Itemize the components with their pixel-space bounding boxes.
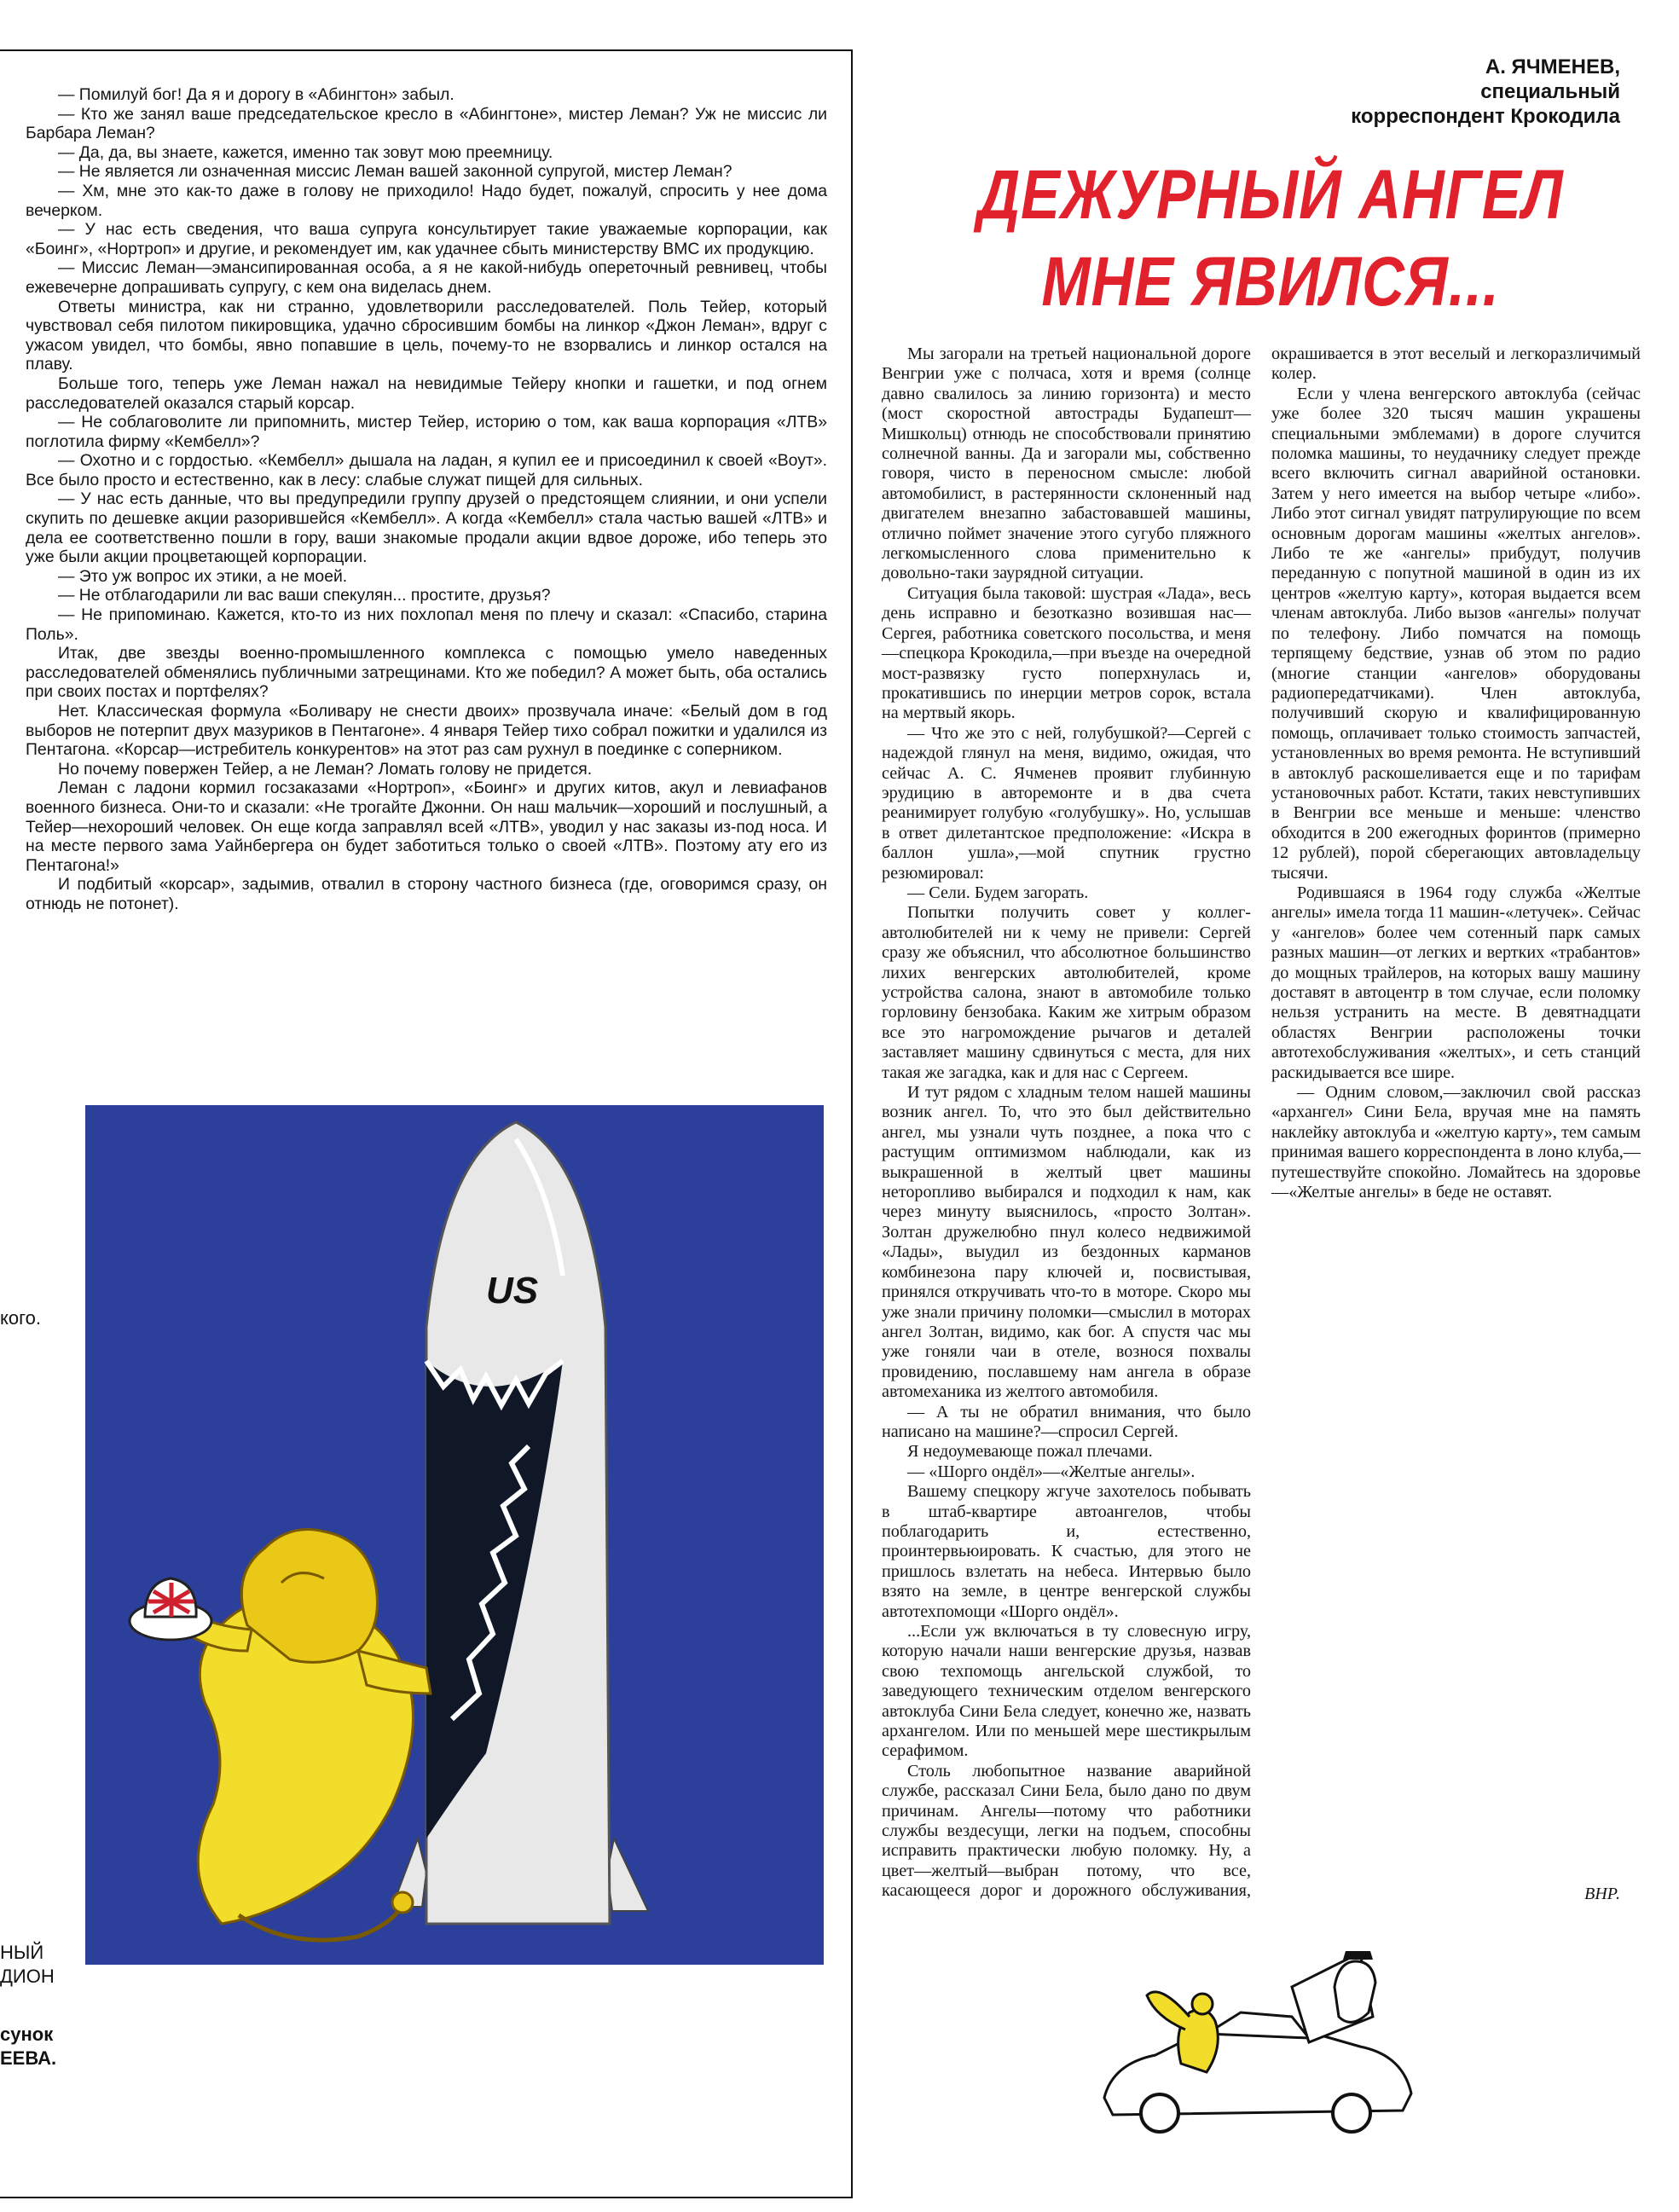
author-role: корреспондент Крокодила [1351, 105, 1620, 128]
angel-head [1192, 1994, 1213, 2014]
article-paragraph: — Сели. Будем загорать. [907, 883, 1089, 902]
left-paragraph: И подбитый «корсар», задымив, отвалил в сторону частного бизнеса (где, оговоримся сразу, он отнюдь не потонет). [26, 875, 827, 913]
left-paragraph: — У нас есть сведения, что ваша супруга консультирует такие уважаемые корпорации, как «Боинг», «Нортроп» и другие, и рекомендует им, как удачнее сбыть министерству ВМС их продукцию. [26, 220, 827, 258]
article-paragraph: ...Если уж включаться в ту словесную игру, которую начали наши венгерские друзья, назвав свою техпомощь ангельской службой, то заведующего техническим отделом венгерского автоклуба Сини Бела следует, конечно же, назвать архангелом. Или по меньшей мере шестикрылым серафимом. [882, 1622, 1251, 1761]
rocket-label: US [486, 1270, 539, 1312]
left-paragraph: — Не является ли означенная миссис Леман вашей законной супругой, мистер Леман? [58, 162, 732, 182]
edge-fragment: ЕЕВА. [0, 2047, 57, 2069]
left-article-text [26, 85, 827, 914]
article-paragraph: Я недоумевающе пожал плечами. [907, 1442, 1153, 1462]
left-paragraph: — Не отблагодарили ли вас ваши спекулян... простите, друзья? [58, 586, 551, 605]
article-paragraph: — «Шорго ондёл»—«Желтые ангелы». [907, 1462, 1196, 1481]
article-paragraph: Попытки получить совет у коллег-автолюбителей ни к чему не привели: Сергей сразу же объяснил, что абсолютное большинство лихих венгерских автолюбителей, кроме устройства салона, знают в автомобиле только горловину бензобака. Каким же хитрым образом все это нагромождение рычагов и деталей заставляет машину сдвинуться с места, для них такая же загадка, как и для нас с Сергеем. [882, 903, 1251, 1082]
rocket-lion-illustration [85, 1105, 824, 1965]
car-wheel-front [1141, 2094, 1178, 2132]
left-paragraph: — Хм, мне это как-то даже в голову не приходило! Надо будет, пожалуй, спросить у нее дома вечерком. [26, 181, 827, 220]
left-paragraph: — Кто же занял ваше председательское кресло в «Абингтоне», мистер Леман? Уж не миссис ли Барбара Леман? [26, 104, 827, 143]
title-line: ДЕЖУРНЫЙ АНГЕЛ [977, 156, 1564, 234]
left-paragraph: — Не соблаговолите ли припомнить, мистер Тейер, историю о том, как ваша корпорация «ЛТВ» поглотила фирму «Кембелл»? [26, 413, 827, 451]
article-title [977, 152, 1565, 326]
article-body [882, 345, 1641, 1905]
left-paragraph: — Это уж вопрос их этики, а не моей. [58, 566, 348, 586]
cartoon-drawing [1079, 1936, 1437, 2140]
article-paragraph: — Что же это с ней, голубушкой?—Сергей с надеждой глянул на меня, видимо, ожидая, что сейчас А. С. Ячменев проявит глубинную эрудицию в авторемонте и в два счета реанимирует голубую «голубушку». Но, услышав в ответ дилетантское предположение: «Искра в баллон ушла»,—мой спутник грустно резюмировал: [882, 723, 1251, 883]
author-byline [1351, 55, 1620, 129]
left-paragraph: Леман с ладони кормил госзаказами «Нортроп», «Боинг» и других китов, акул и левиафанов военного бизнеса. Они-то и сказали: «Не трогайте Джонни. Он наш мальчик—хороший и послушный, а Тейер—нехороший человек. Он еще когда заправлял всей «ЛТВ», уводил у нас заказы из-под носа. И на месте первого зама Уайнбергера он будет заботиться только о своей «ЛТВ». Поэтому ату его из Пентагона!» [26, 779, 827, 875]
angel-wing [1147, 1992, 1190, 2030]
left-paragraph: Ответы министра, как ни странно, удовлетворили расследователей. Поль Тейер, который чувствовал себя пилотом пикировщика, удачно сбросившим бомбы на линкор «Джон Леман», вдруг с ужасом увидел, что бомбы, явно попавшие в цель, почему-то не взорвались и линкор остался на плаву. [26, 297, 827, 374]
car-window [1207, 2012, 1309, 2038]
author-role: специальный [1480, 80, 1620, 103]
left-paragraph: Больше того, теперь уже Леман нажал на невидимые Тейеру кнопки и гашетки, и под огнем расследователей оказался старый корсар. [26, 373, 827, 413]
left-paragraph: Итак, две звезды военно-промышленного комплекса с помощью умело наведенных расследователей обменялись публичными затрещинами. Кто же победил? А может быть, оба остались при своих постах и портфелях? [26, 644, 827, 702]
left-paragraph: — У нас есть данные, что вы предупредили группу друзей о предстоящем слиянии, и они успели скупить по дешевке акции разорившейся «Кембелл». А когда «Кембелл» стала частью вашей «ЛТВ» и дела ее соответственно пошли в гору, ваши знакомые продали акции вдвое дороже, ибо теперь это уже были акции процветающей корпорации. [26, 489, 827, 567]
mechanic-hat [1343, 1951, 1373, 1960]
left-paragraph: — Охотно и с гордостью. «Кембелл» дышала на ладан, я купил ее и присоединил к своей «Воут». Все было просто и естественно, как в лесу: слабые служат пищей для сильных. [26, 451, 827, 489]
angel-car-cartoon [1079, 1936, 1437, 2140]
illustration-drawing [85, 1105, 824, 1965]
car-wheel-rear [1333, 2094, 1370, 2132]
title-line: МНЕ ЯВИЛСЯ... [1041, 243, 1500, 321]
mechanic-figure [1335, 1961, 1375, 2022]
article-paragraph: Вашему спецкору жгуче захотелось побывать в штаб-квартире автоангелов, чтобы поблагодарить и, естественно, проинтервьюировать. К счастью, для этого не пришлось взлетать на небеса. Интервью было взято на земле, в центре венгерской службы автотехпомощи «Шорго ондёл». [882, 1482, 1251, 1621]
edge-fragment: сунок [0, 2024, 54, 2045]
article-paragraph: И тут рядом с хладным телом нашей машины возник ангел. То, что это был действительно ангел, мы узнали чуть позднее, а пока что с растущим оптимизмом наблюдали, как из выкрашенной в желтый цвет машины неторопливо выбирался и подходил к нам, как через минуту выяснилось, «просто Золтан». Золтан дружелюбно пнул колесо недвижимой «Лады», выудил из бездонных карманов комбинезона пару ключей и, посвистывая, принялся откручивать что-то в моторе. Скоро мы уже знали причину поломки—смыслил в моторах ангел Золтан, видимо, как бог. А спустя час мы уже гоняли чаи в отеле, вознося похвалы провидению, пославшему нам ангела в образе автомеханика из желтого автомобиля. [882, 1083, 1251, 1402]
left-paragraph: — Помилуй бог! Да я и дорогу в «Абингтон» забыл. [58, 85, 454, 104]
edge-fragment: кого. [0, 1307, 41, 1329]
left-paragraph: Нет. Классическая формула «Боливару не снести двоих» прозвучала иначе: «Белый дом в год выборов не потерпит двух мазуриков в Пентагоне». 4 января Тейер тихо собрал пожитки и удалился из Пентагона. «Корсар—истребитель конкурентов» на этот раз сам рухнул в поединке с соперником. [26, 702, 827, 760]
article-paragraph: — Одним словом,—заключил свой рассказ «архангел» Сини Бела, вручая мне на память наклейку автоклуба и «желтую карту», тем самым принимая вашего корреспондента в лоно клуба,—путешествуйте спокойно. Ломайтесь на здоровье—«Желтые ангелы» в беде не оставят. [1271, 1083, 1641, 1202]
lion-tail-tuft [392, 1892, 413, 1913]
left-paragraph: Но почему повержен Тейер, а не Леман? Ломать голову не придется. [58, 759, 593, 779]
edge-fragment: ДИОН [0, 1966, 55, 1987]
article-paragraph: Столь любопытное название аварийной службе, рассказал Сини Бела, было дано по двум причинам. Ангелы—потому что работники службы вездесущи, легки на подъем, способны исправить практически любую поломку. Ну, а цвет—желтый—выбран потому, что все, касающееся дорог и дорожного обслуживания, окрашивается в этот веселый и легкоразличимый колер. [882, 345, 1641, 1901]
author-name: А. ЯЧМЕНЕВ, [1485, 55, 1620, 78]
article-paragraph: Родившаяся в 1964 году служба «Желтые ангелы» имела тогда 11 машин-«летучек». Сейчас у «ангелов» более чем сотенный парк самых разных машин—от легких и вертких «трабантов» до мощных трайлеров, на которых вашу машину доставят в автоцентр в том случае, если поломку нельзя устранить на месте. В девятнадцати областях Венгрии расположены точки автотехобслуживания «желтых», и сеть станций раскидывается все шире. [1271, 883, 1641, 1082]
article-paragraph: Ситуация была таковой: шустрая «Лада», весь день исправно и безотказно возившая нас—Сергея, работника советского посольства, и меня—спецкора Крокодила,—при въезде на очередной мост-развязку густо поперхнулась и, прокатившись по инерции метров сорок, встала на мертвый якорь. [882, 583, 1251, 723]
left-paragraph: — Да, да, вы знаете, кажется, именно так зовут мою преемницу. [58, 142, 553, 162]
edge-fragment: НЫЙ [0, 1942, 44, 1963]
left-paragraph: — Не припоминаю. Кажется, кто-то из них похлопал меня по плечу и сказал: «Спасибо, старина Поль». [26, 605, 827, 644]
article-paragraph: Если у члена венгерского автоклуба (сейчас уже более 320 тысяч машин украшены специальными эмблемами) в дороге случится поломка машины, то неудачнику следует прежде всего включить сигнал аварийной остановки. Затем у него имеется на выбор четыре «либо». Либо этот сигнал увидят патрулирующие по всем основным дорогам машины «желтых ангелов». Либо те же «ангелы» прибудут, получив переданную с попутной машиной в один из их центров «желтую карту», которая выдается всем членам автоклуба. Либо вызов «ангелы» получат по телефону. Либо помчатся на помощь терпящему бедствие, узнав об этом по радио (многие станции «ангелов» оборудованы радиопередатчиками). Член автоклуба, получивший скорую и квалифицированную помощь, оплачивает только стоимость запчастей, установленных во время ремонта. Не вступивший в автоклуб раскошеливается еще и по тарифам установочных работ. Кстати, таких невступивших в Венгрии все меньше и меньше: членство обходится в 200 ежегодных форинтов (примерно 12 рублей), порой сберегающих автовладельцу тысячи. [1271, 384, 1641, 883]
left-paragraph: — Миссис Леман—эмансипированная особа, а я не какой-нибудь опереточный ревнивец, чтобы ежевечерне допрашивать супругу, с кем она виделась днем. [26, 258, 827, 297]
article-paragraph: — А ты не обратил внимания, что было написано на машине?—спросил Сергей. [882, 1402, 1251, 1441]
article-paragraph: Мы загорали на третьей национальной дороге Венгрии уже с полчаса, хотя и время (солнце давно свалилось за линию горизонта) и место (мост скоростной автострады Будапешт—Мишкольц) отнюдь не способствовали принятию солнечной ванны. Да и загорали мы, собственно говоря, чисто в переносном смысле: любой автомобилист, в растерянности склоненный над двигателем внезапно забастовавшей машины, отлично поймет значение этого сугубо пляжного легкомысленного слова применительно к довольно-таки заурядной ситуации. [882, 345, 1251, 583]
article-signature: ВНР. [1584, 1885, 1620, 1903]
